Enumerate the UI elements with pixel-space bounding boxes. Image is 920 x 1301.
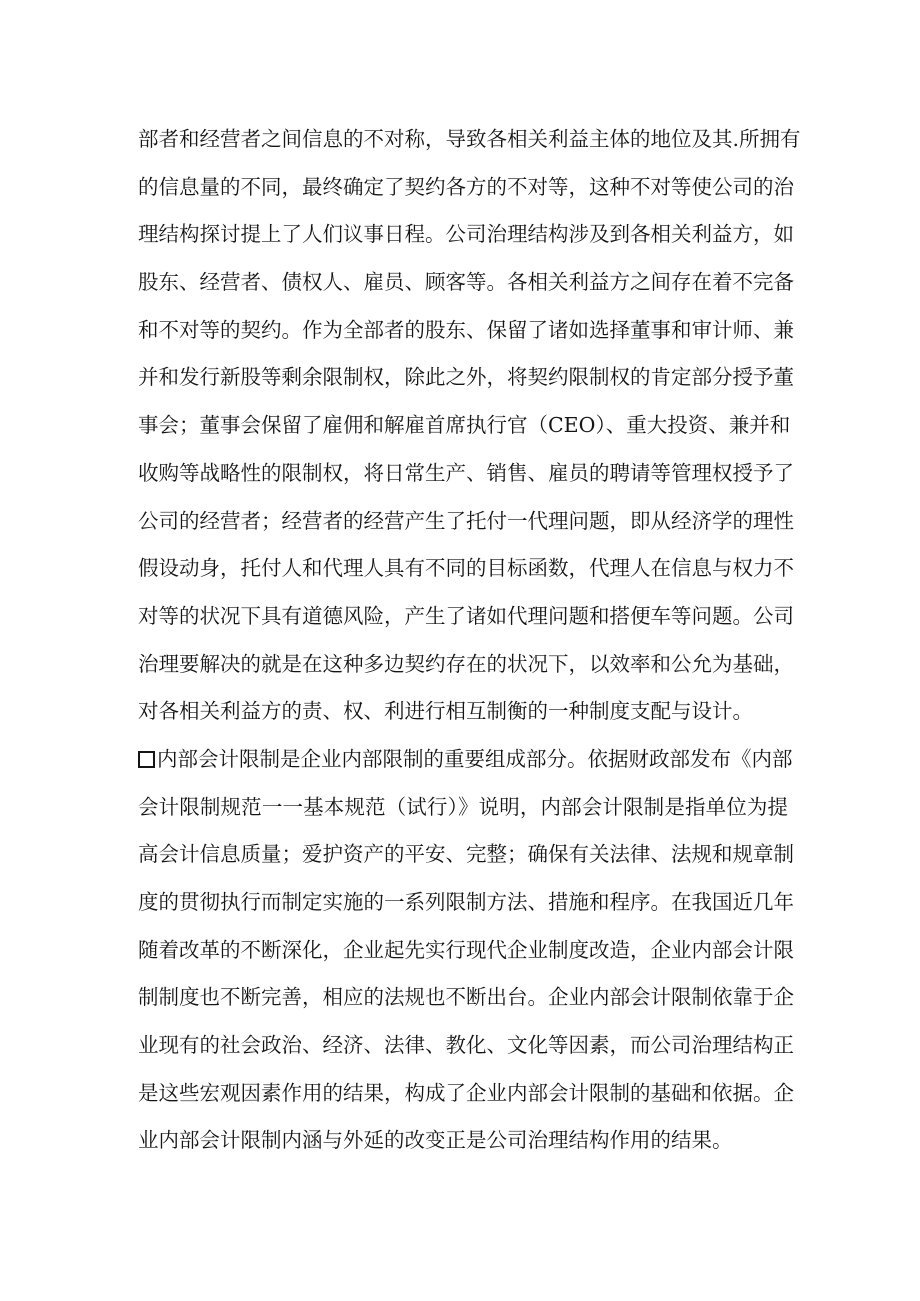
- paragraph-line: 会计限制规范一一基本规范（试行）》说明，内部会计限制是指单位为提: [138, 794, 788, 819]
- paragraph-line-first: [138, 736, 793, 784]
- paragraph-line: 和不对等的契约。作为全部者的股东、保留了诸如选择董事和审计师、兼: [138, 317, 794, 342]
- paragraph-line: 并和发行新股等剩余限制权，除此之外，将契约限制权的肯定部分授予董: [138, 365, 794, 390]
- paragraph-line: 业内部会计限制内涵与外延的改变正是公司治理结构作用的结果。: [138, 1128, 733, 1153]
- paragraph-line: 度的贯彻执行而制定实施的一系列限制方法、措施和程序。在我国近几年: [138, 890, 794, 914]
- paragraph-line: 是这些宏观因素作用的结果，构成了企业内部会计限制的基础和依据。企: [138, 1080, 794, 1105]
- paragraph-line: 事会；董事会保留了雇佣和解雇首席执行官（CEO）、重大投资、兼并和: [138, 413, 791, 438]
- paragraph-line: 制制度也不断完善，相应的法规也不断出台。企业内部会计限制依靠于企: [138, 985, 794, 1010]
- square-box-icon: [138, 751, 155, 768]
- paragraph-internal-control: [138, 736, 794, 1165]
- paragraph-line: 公司的经营者；经营者的经营产生了托付一代理问题，即从经济学的理性: [138, 508, 794, 533]
- paragraph-line: 股东、经营者、债权人、雇员、顾客等。各相关利益方之间存在着不完备: [138, 270, 794, 295]
- paragraph-line: 随着改革的不断深化，企业起先实行现代企业制度改造，企业内部会计限: [138, 937, 794, 962]
- paragraph-line: 业现有的社会政治、经济、法律、教化、文化等因素，而公司治理结构正: [138, 1033, 794, 1058]
- paragraph-line: 收购等战略性的限制权，将日常生产、销售、雇员的聘请等管理权授予了: [138, 460, 794, 485]
- paragraph-corporate-governance: [138, 116, 801, 736]
- paragraph-line: 治理要解决的就是在这种多边契约存在的状况下，以效率和公允为基础，: [138, 651, 794, 676]
- paragraph-line: 对等的状况下具有道德风险，产生了诸如代理问题和搭便车等问题。公司: [138, 603, 794, 628]
- paragraph-line: 部者和经营者之间信息的不对称，导致各相关利益主体的地位及其.所拥有: [138, 127, 801, 151]
- paragraph-line: 高会计信息质量；爱护资产的平安、完整；确保有关法律、法规和规章制: [138, 842, 794, 867]
- paragraph-line: 的信息量的不同，最终确定了契约各方的不对等，这种不对等使公司的治: [138, 174, 794, 199]
- paragraph-line: 理结构探讨提上了人们议事日程。公司治理结构涉及到各相关利益方，如: [138, 222, 794, 247]
- paragraph-line-text: 内部会计限制是企业内部限制的重要组成部分。依据财政部发布《内部: [157, 746, 793, 771]
- document-body: [138, 116, 801, 1165]
- paragraph-line: 假设动身，托付人和代理人具有不同的目标函数，代理人在信息与权力不: [138, 556, 794, 581]
- paragraph-line: 对各相关利益方的责、权、利进行相互制衡的一种制度支配与设计。: [138, 699, 753, 724]
